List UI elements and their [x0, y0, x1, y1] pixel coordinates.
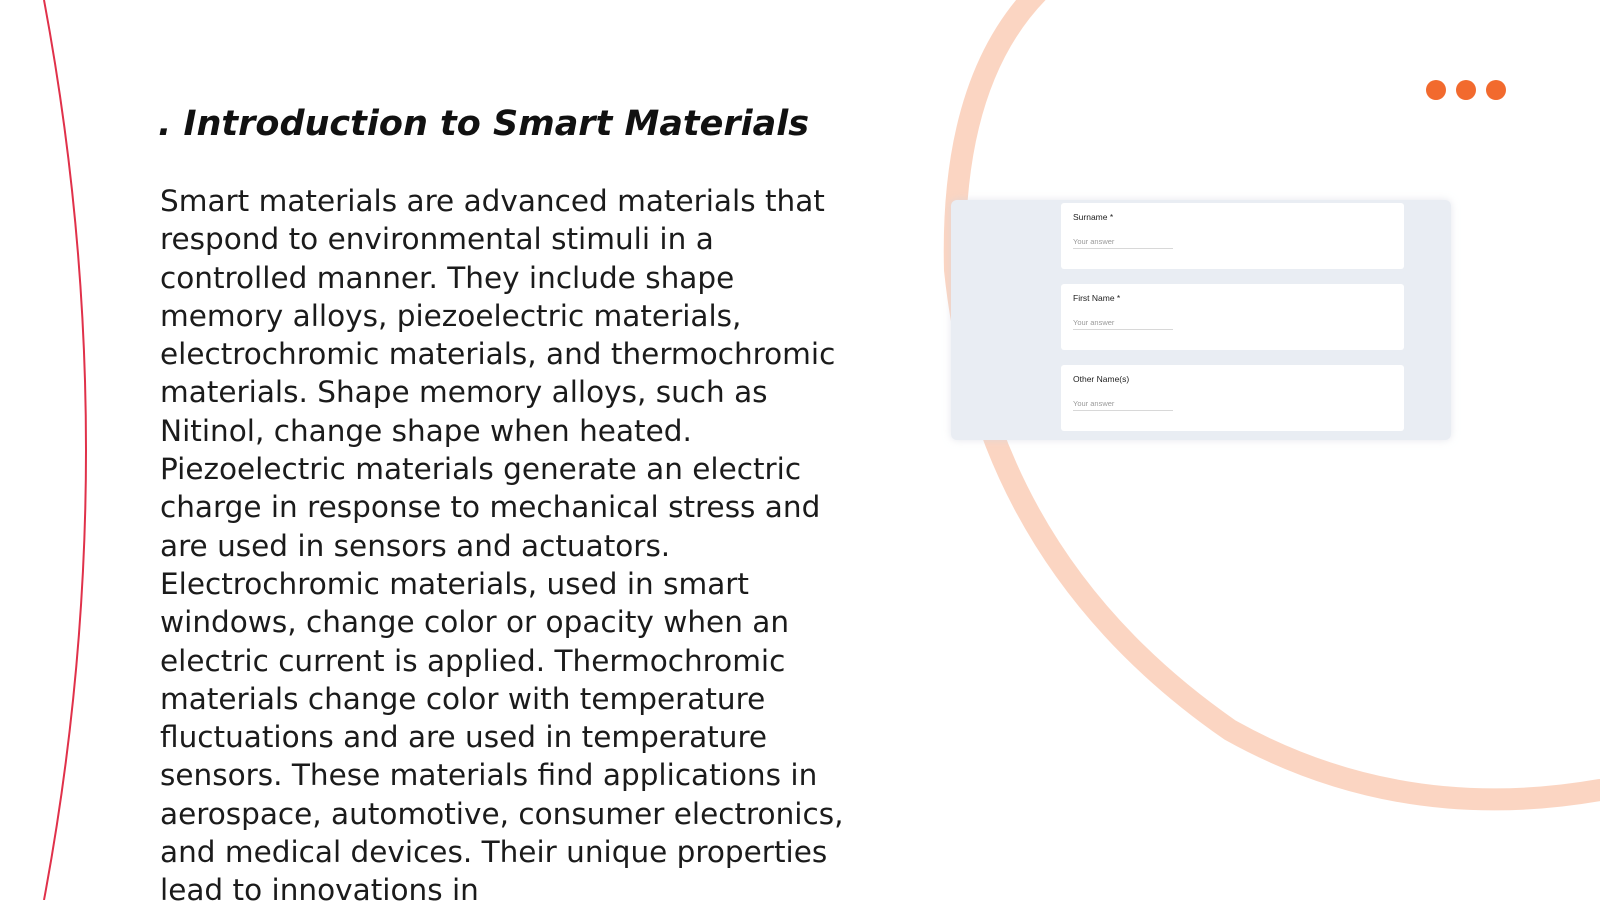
left-accent-curve: [44, 0, 86, 900]
dot-icon: [1456, 80, 1476, 100]
surname-input[interactable]: [1073, 237, 1173, 249]
field-label-first-name: First Name *: [1073, 293, 1121, 303]
field-label-surname: Surname *: [1073, 212, 1114, 222]
dot-icon: [1426, 80, 1446, 100]
window-dots: [1426, 80, 1506, 100]
form-card-surname: [1061, 203, 1404, 269]
slide-title: . Introduction to Smart Materials: [158, 104, 810, 144]
other-names-input[interactable]: [1073, 399, 1173, 411]
form-card-first-name: [1061, 284, 1404, 350]
field-label-other-names: Other Name(s): [1073, 374, 1130, 384]
slide-body-text: Smart materials are advanced materials that respond to environmental stimuli in a controlled manner. They include shape memory alloys, piezoelectric materials, electrochromic materials, and thermochromic materials. Shape memory alloys, such as Nitinol, change shape when heated. Piezoelectric materials generate an electric charge in response to mechanical stress and are used in sensors and actuators. Electrochromic materials, used in smart windows, change color or opacity when an electric current is applied. Thermochromic materials change color with temperature fluctuations and are used in temperature sensors. These materials find applications in aerospace, automotive, consumer electronics, and medical devices. Their unique properties lead to innovations in: [160, 184, 844, 908]
form-screenshot: [951, 200, 1451, 440]
dot-icon: [1486, 80, 1506, 100]
first-name-input[interactable]: [1073, 318, 1173, 330]
form-card-other-names: [1061, 365, 1404, 431]
